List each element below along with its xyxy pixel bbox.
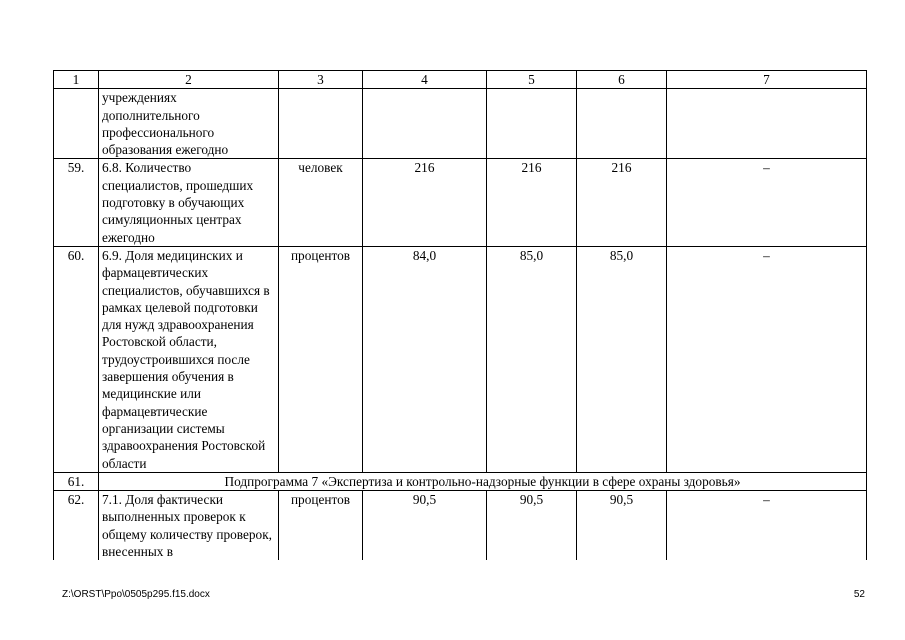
value-cell [577,89,667,159]
column-number: 3 [279,71,363,89]
column-number: 4 [363,71,487,89]
value-cell: 85,0 [577,246,667,472]
table-row [54,89,867,159]
value-cell [487,89,577,159]
value-cell: 90,5 [577,491,667,561]
column-number: 1 [54,71,99,89]
table-row [54,246,867,472]
column-number: 6 [577,71,667,89]
value-cell: 216 [577,159,667,246]
value-cell: – [667,491,867,561]
unit-cell: процентов [279,246,363,472]
value-cell: – [667,159,867,246]
indicator-name: 6.8. Количество специалистов, прошедших подготовку в обучающих симуляционных центрах ежегодно [99,159,279,246]
value-cell: – [667,246,867,472]
indicator-name: 6.9. Доля медицинских и фармацевтических специалистов, обучавшихся в рамках целевой подготовки для нужд здравоохранения Ростовской области, трудоустроившихся после завершения обучения в медицинские или фармацевтические организации системы здравоохранения Ростовской области [99,246,279,472]
row-number: 61. [54,472,99,490]
row-number: 62. [54,491,99,561]
table-row [54,159,867,246]
value-cell: 216 [363,159,487,246]
value-cell: 216 [487,159,577,246]
footer-file-path: Z:\ORST\Ppo\0505p295.f15.docx [62,589,210,600]
subprogram-title: Подпрограмма 7 «Экспертиза и контрольно-надзорные функции в сфере охраны здоровья» [99,472,867,490]
value-cell: 90,5 [487,491,577,561]
column-number: 2 [99,71,279,89]
value-cell: 85,0 [487,246,577,472]
value-cell [363,89,487,159]
indicator-name: 7.1. Доля фактически выполненных проверок к общему количеству проверок, внесенных в [99,491,279,561]
column-number: 5 [487,71,577,89]
indicators-table [53,70,867,560]
row-number [54,89,99,159]
table-row [54,491,867,561]
page-number: 52 [853,589,865,600]
column-number-row [54,71,867,89]
value-cell: 90,5 [363,491,487,561]
value-cell [667,89,867,159]
unit-cell: человек [279,159,363,246]
indicator-name: учреждениях дополнительного профессионального образования ежегодно [99,89,279,159]
unit-cell: процентов [279,491,363,561]
row-number: 59. [54,159,99,246]
unit-cell [279,89,363,159]
value-cell: 84,0 [363,246,487,472]
column-number: 7 [667,71,867,89]
subprogram-row [54,472,867,490]
row-number: 60. [54,246,99,472]
